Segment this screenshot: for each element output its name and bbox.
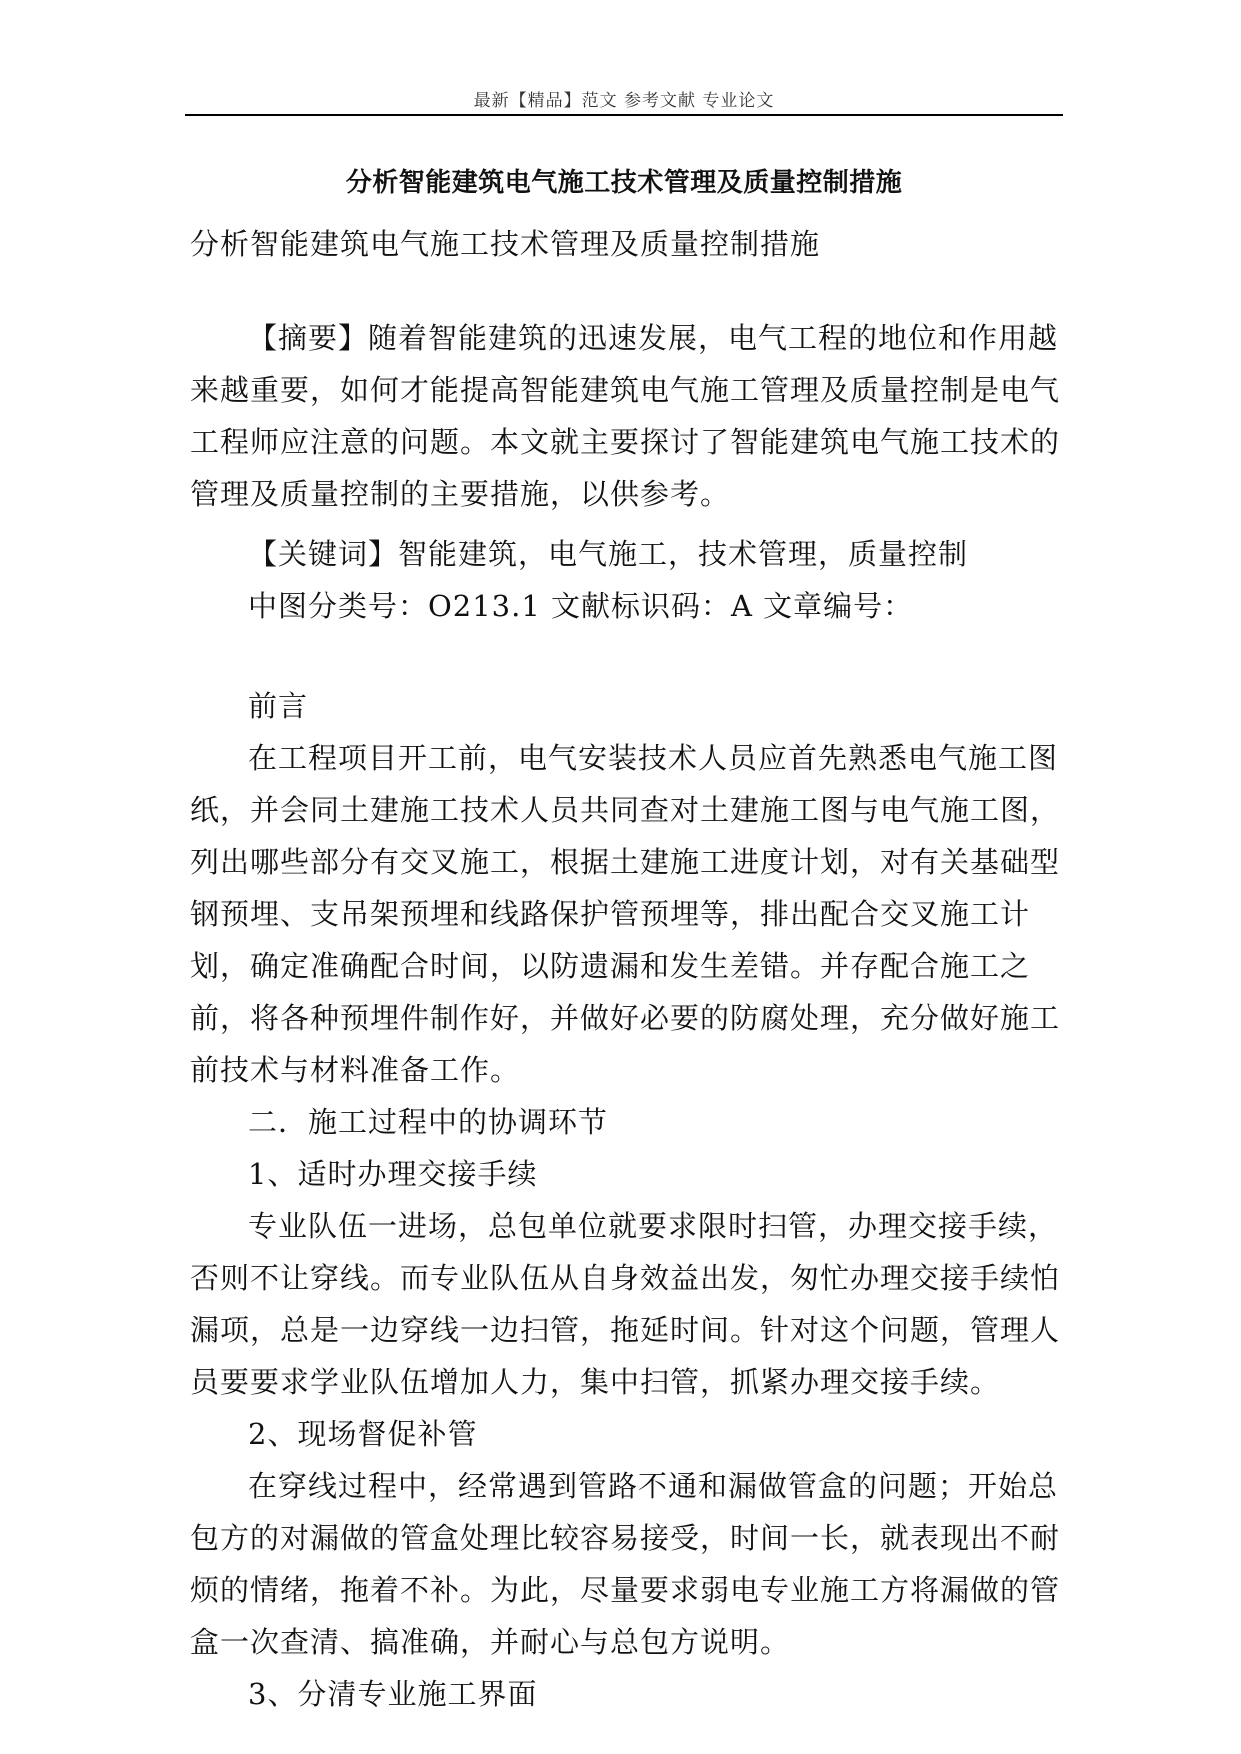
subsection-1-paragraph: 专业队伍一进场，总包单位就要求限时扫管，办理交接手续，否则不让穿线。而专业队伍从自身效益出发，匆忙办理交接手续怕漏项，总是一边穿线一边扫管，拖延时间。针对这个问题，管理人员要要求学业队伍增加人力，集中扫管，抓紧办理交接手续。 xyxy=(190,1209,1061,1399)
preface-heading: 前言 xyxy=(248,689,309,723)
classification-line: 中图分类号：O213.1 文献标识码：A 文章编号： xyxy=(248,589,914,623)
keywords-block xyxy=(190,528,1060,632)
preface-paragraph: 在工程项目开工前，电气安装技术人员应首先熟悉电气施工图纸，并会同土建施工技术人员共同查对土建施工图与电气施工图，列出哪些部分有交叉施工，根据土建施工进度计划，对有关基础型钢预埋、支吊架预埋和线路保护管预埋等，排出配合交叉施工计划，确定准确配合时间，以防遗漏和发生差错。并存配合施工之前，将各种预埋件制作好，并做好必要的防腐处理，充分做好施工前技术与材料准备工作。 xyxy=(190,741,1061,1087)
document-subtitle: 分析智能建筑电气施工技术管理及质量控制措施 xyxy=(190,227,821,261)
abstract-block xyxy=(190,312,1060,520)
main-body xyxy=(190,680,1060,1720)
abstract-paragraph: 【摘要】随着智能建筑的迅速发展，电气工程的地位和作用越来越重要，如何才能提高智能建筑电气施工管理及质量控制是电气工程师应注意的问题。本文就主要探讨了智能建筑电气施工技术的管理及质量控制的主要措施，以供参考。 xyxy=(190,321,1061,511)
document-title: 分析智能建筑电气施工技术管理及质量控制措施 xyxy=(345,168,903,198)
subsection-2-heading: 2、现场督促补管 xyxy=(248,1417,478,1451)
section-2-heading: 二．施工过程中的协调环节 xyxy=(248,1105,609,1139)
header-divider xyxy=(185,114,1063,116)
page-header: 最新【精品】范文 参考文献 专业论文 xyxy=(473,91,775,111)
subsection-1-heading: 1、适时办理交接手续 xyxy=(248,1157,538,1191)
keywords-line: 【关键词】智能建筑，电气施工，技术管理，质量控制 xyxy=(248,537,969,571)
subsection-3-heading: 3、分清专业施工界面 xyxy=(248,1677,538,1711)
subsection-2-paragraph: 在穿线过程中，经常遇到管路不通和漏做管盒的问题；开始总包方的对漏做的管盒处理比较容易接受，时间一长，就表现出不耐烦的情绪，拖着不补。为此，尽量要求弱电专业施工方将漏做的管盒一次查清、搞准确，并耐心与总包方说明。 xyxy=(190,1469,1061,1659)
